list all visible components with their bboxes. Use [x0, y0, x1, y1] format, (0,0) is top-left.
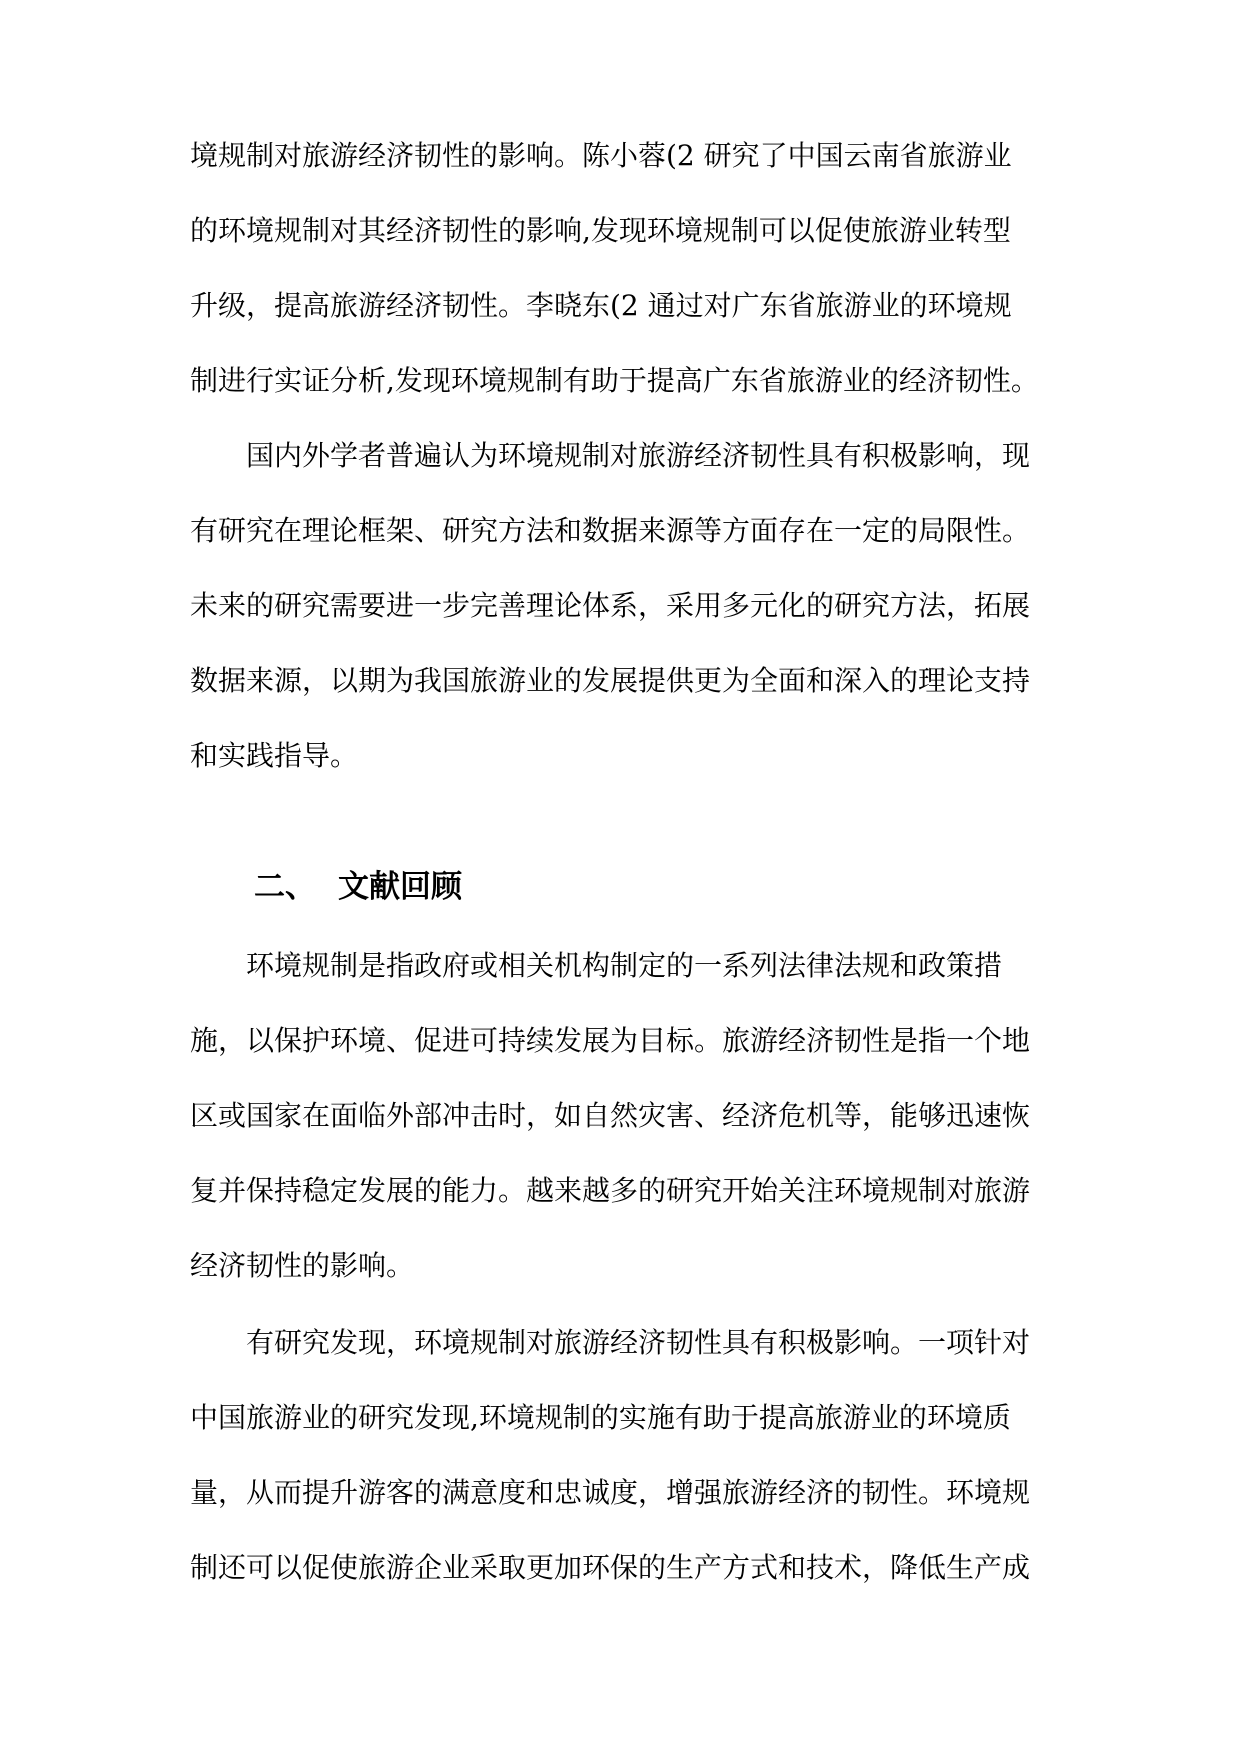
- section-title: 文献回顾: [338, 869, 462, 905]
- text-line: 中国旅游业的研究发现,环境规制的实施有助于提高旅游业的环境质: [190, 1401, 1011, 1434]
- section-heading: [254, 850, 462, 925]
- literature-paragraph-1: [190, 928, 1060, 1303]
- text-line: 有研究发现，环境规制对旅游经济韧性具有积极影响。一项针对: [246, 1326, 1031, 1359]
- text-line: 的环境规制对其经济韧性的影响,发现环境规制可以促使旅游业转型: [190, 214, 1011, 247]
- literature-paragraph-2: [190, 1305, 1060, 1605]
- summary-paragraph: [190, 418, 1060, 793]
- text-line: 制进行实证分析,发现环境规制有助于提高广东省旅游业的经济韧性。: [190, 364, 1039, 397]
- text-line: 经济韧性的影响。: [190, 1249, 415, 1282]
- text-line: 环境规制是指政府或相关机构制定的一系列法律法规和政策措: [246, 949, 1003, 982]
- text-line: 和实践指导。: [190, 739, 359, 772]
- text-line: 制还可以促使旅游企业采取更加环保的生产方式和技术，降低生产成: [190, 1551, 1031, 1584]
- text-line: 升级，提高旅游经济韧性。李晓东(2 通过对广东省旅游业的环境规: [190, 289, 1012, 322]
- text-line: 区或国家在面临外部冲击时，如自然灾害、经济危机等，能够迅速恢: [190, 1099, 1031, 1132]
- section-number: 二、: [254, 869, 316, 905]
- text-line: 复并保持稳定发展的能力。越来越多的研究开始关注环境规制对旅游: [190, 1174, 1031, 1207]
- text-line: 国内外学者普遍认为环境规制对旅游经济韧性具有积极影响，现: [246, 439, 1031, 472]
- text-line: 未来的研究需要进一步完善理论体系，采用多元化的研究方法，拓展: [190, 589, 1031, 622]
- text-line: 量，从而提升游客的满意度和忠诚度，增强旅游经济的韧性。环境规: [190, 1476, 1031, 1509]
- text-line: 施，以保护环境、促进可持续发展为目标。旅游经济韧性是指一个地: [190, 1024, 1031, 1057]
- text-line: 境规制对旅游经济韧性的影响。陈小蓉(2 研究了中国云南省旅游业: [190, 139, 1012, 172]
- intro-paragraph: [190, 118, 1060, 418]
- text-line: 有研究在理论框架、研究方法和数据来源等方面存在一定的局限性。: [190, 514, 1031, 547]
- text-line: 数据来源，以期为我国旅游业的发展提供更为全面和深入的理论支持: [190, 664, 1031, 697]
